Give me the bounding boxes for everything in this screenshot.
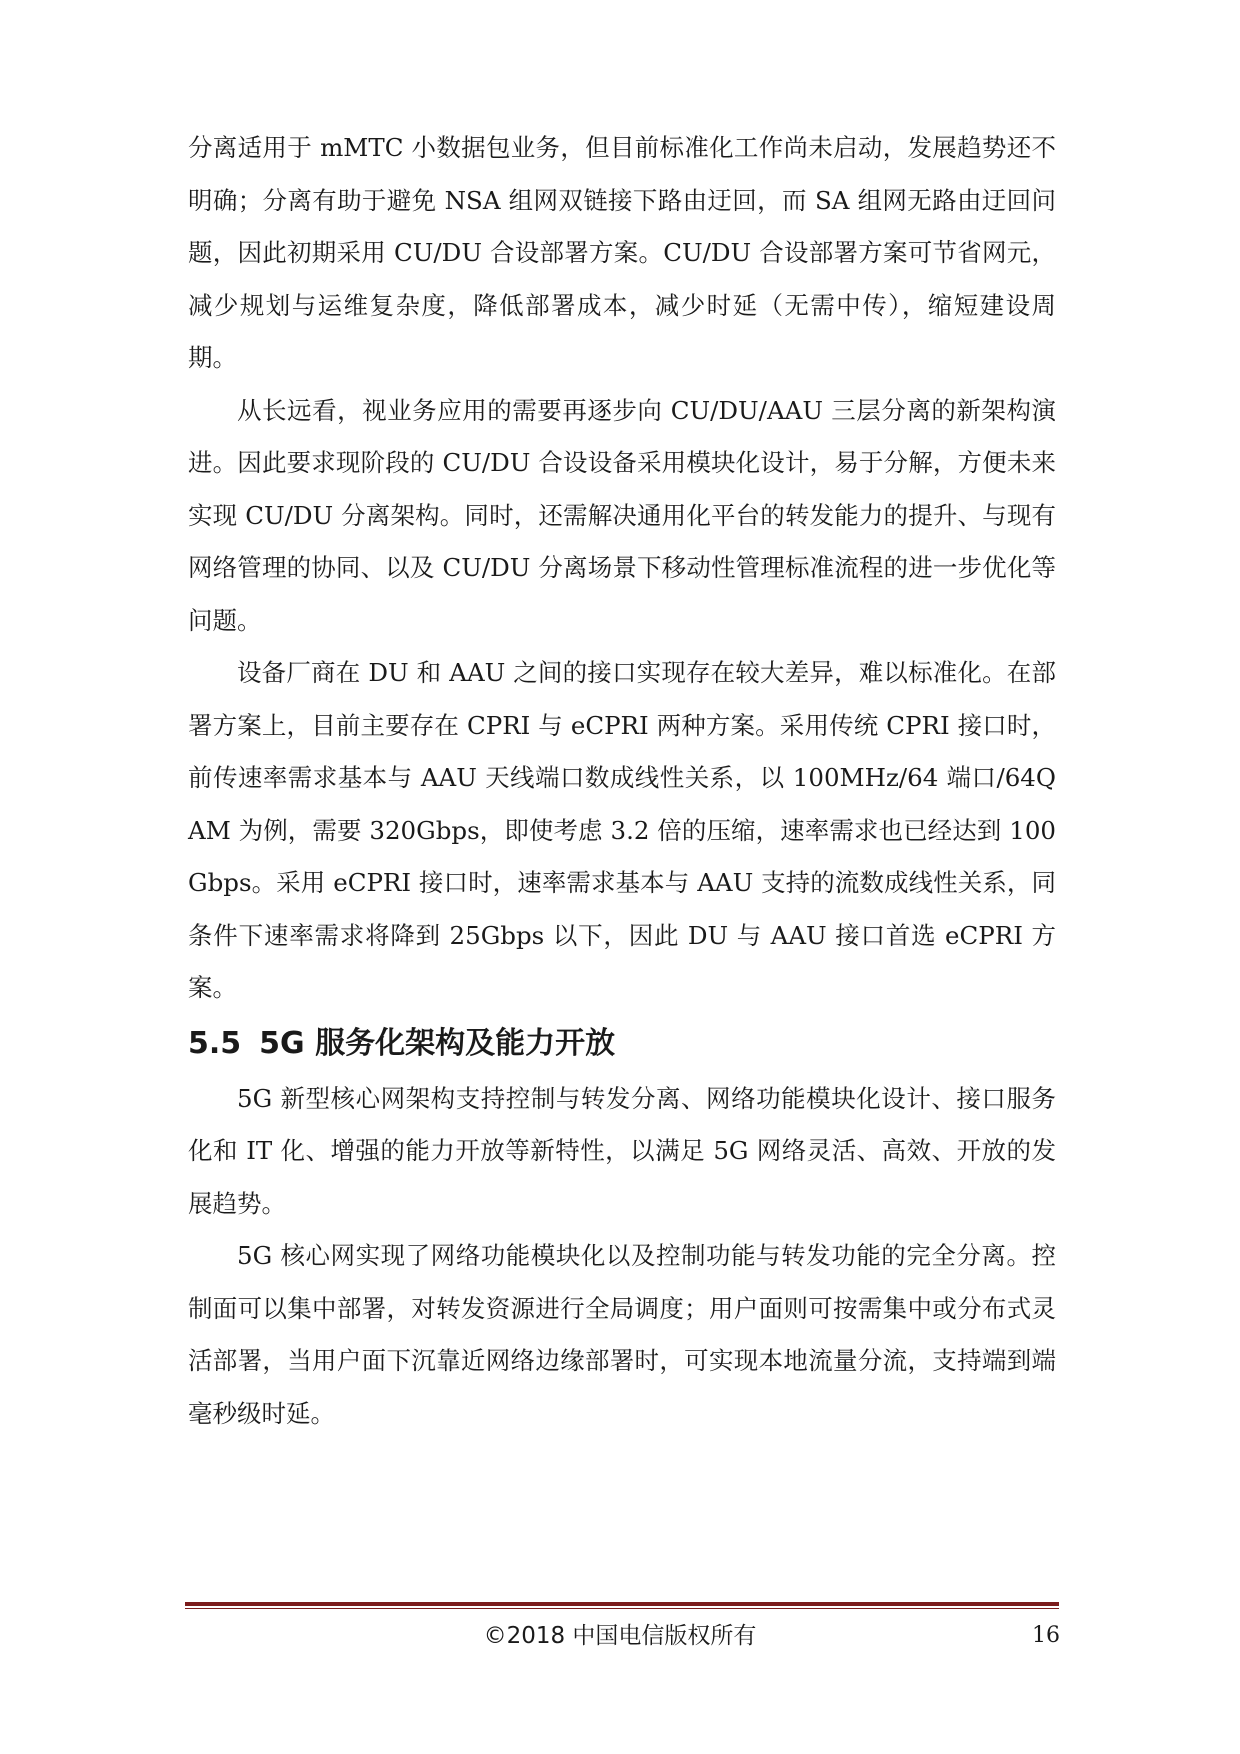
section-number: 5.5	[188, 1025, 242, 1061]
footer-divider-thin	[185, 1608, 1059, 1609]
page-number: 16	[1032, 1623, 1060, 1648]
body-paragraph: 从长远看，视业务应用的需要再逐步向 CU/DU/AAU 三层分离的新架构演进。因此要求现阶段的 CU/DU 合设设备采用模块化设计，易于分解，方便未来实现 CU/DU 分离架构。同时，还需解决通用化平台的转发能力的提升、与现有网络管理的协同、以及 CU/DU 分离场景下移动性管理标准流程的进一步优化等问题。	[188, 395, 1056, 635]
page-body	[188, 122, 1056, 1440]
footer-divider-thick	[185, 1602, 1059, 1606]
body-paragraph: 5G 新型核心网架构支持控制与转发分离、网络功能模块化设计、接口服务化和 IT 化、增强的能力开放等新特性，以满足 5G 网络灵活、高效、开放的发展趋势。	[188, 1083, 1056, 1218]
footer-divider	[185, 1602, 1059, 1609]
body-paragraph: 5G 核心网实现了网络功能模块化以及控制功能与转发功能的完全分离。控制面可以集中部署，对转发资源进行全局调度；用户面则可按需集中或分布式灵活部署，当用户面下沉靠近网络边缘部署时，可实现本地流量分流，支持端到端毫秒级时延。	[188, 1241, 1056, 1428]
section-heading	[188, 1015, 1056, 1073]
section-title: 5G 服务化架构及能力开放	[259, 1025, 616, 1061]
body-paragraph: 分离适用于 mMTC 小数据包业务，但目前标准化工作尚未启动，发展趋势还不明确；分离有助于避免 NSA 组网双链接下路由迂回，而 SA 组网无路由迂回问题，因此初期采用 CU/DU 合设部署方案。CU/DU 合设部署方案可节省网元，减少规划与运维复杂度，降低部署成本，减少时延（无需中传），缩短建设周期。	[188, 133, 1056, 372]
body-paragraph: 设备厂商在 DU 和 AAU 之间的接口实现存在较大差异，难以标准化。在部署方案上，目前主要存在 CPRI 与 eCPRI 两种方案。采用传统 CPRI 接口时，前传速率需求基本与 AAU 天线端口数成线性关系，以 100MHz/64 端口/64QAM 为例，需要 320Gbps，即使考虑 3.2 倍的压缩，速率需求也已经达到 100Gbps。采用 eCPRI 接口时，速率需求基本与 AAU 支持的流数成线性关系，同条件下速率需求将降到 25Gbps 以下，因此 DU 与 AAU 接口首选 eCPRI 方案。	[188, 658, 1056, 1002]
footer-copyright: ©2018 中国电信版权所有	[483, 1623, 757, 1649]
